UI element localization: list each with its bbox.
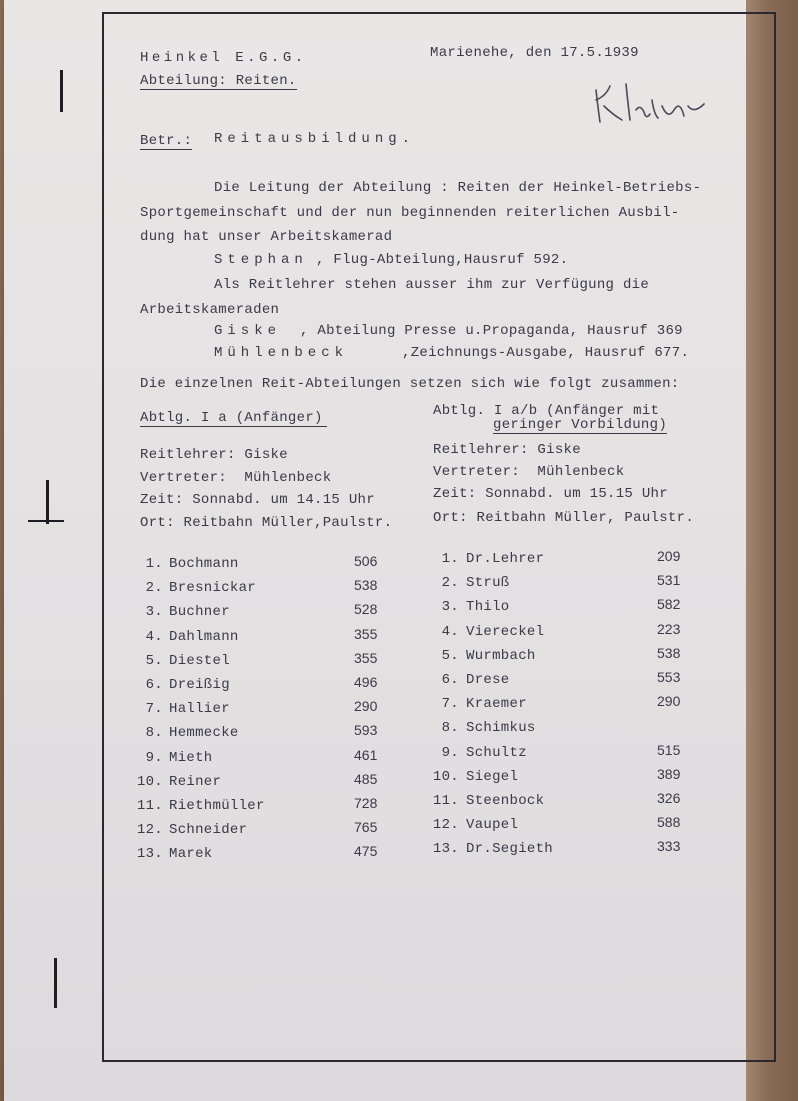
instructor-name-muehlenbeck: Mühlenbeck xyxy=(214,345,349,361)
member-extension: 355 xyxy=(354,649,378,666)
department-label: Abteilung: Reiten. xyxy=(140,73,297,89)
group-right-deputy: Vertreter: Mühlenbeck xyxy=(433,464,625,480)
member-name: Schimkus xyxy=(466,720,536,737)
member-extension: 475 xyxy=(354,843,378,860)
member-number: 5. xyxy=(145,652,163,669)
body-line-3: dung hat unser Arbeitskamerad xyxy=(140,229,393,245)
member-number: 11. xyxy=(432,793,459,809)
member-name: Dahlmann xyxy=(169,628,239,645)
member-extension: 485 xyxy=(354,770,378,787)
member-name: Diestel xyxy=(169,652,230,669)
member-name: Buchner xyxy=(169,604,230,621)
member-name: Wurmbach xyxy=(466,647,536,664)
member-number: 3. xyxy=(441,599,459,616)
member-number: 2. xyxy=(145,580,163,597)
member-extension: 531 xyxy=(657,572,681,589)
body-line-8: ,Zeichnungs-Ausgabe, Hausruf 677. xyxy=(402,345,690,361)
body-line-7: , Abteilung Presse u.Propaganda, Hausruf 369 xyxy=(300,323,683,339)
subject-title: Reitausbildung. xyxy=(214,131,416,147)
member-number: 13. xyxy=(432,841,459,858)
member-name: Thilo xyxy=(466,599,510,616)
member-extension: 461 xyxy=(354,746,378,763)
member-extension: 333 xyxy=(657,838,681,855)
body-line-2: Sportgemeinschaft und der nun beginnenden reiterlichen Ausbil- xyxy=(140,205,680,221)
signature xyxy=(588,70,718,130)
margin-mark-bottom xyxy=(54,958,57,1008)
group-left-teacher: Reitlehrer: Giske xyxy=(140,447,288,463)
member-extension: 538 xyxy=(354,577,378,594)
group-right-time: Zeit: Sonnabd. um 15.15 Uhr xyxy=(433,486,668,502)
member-number: 6. xyxy=(441,672,459,688)
member-extension: 389 xyxy=(657,765,681,782)
member-extension: 506 xyxy=(354,553,378,569)
place-date: Marienehe, den 17.5.1939 xyxy=(430,45,639,61)
member-name: Reiner xyxy=(169,773,222,790)
member-name: Schneider xyxy=(169,822,248,839)
member-extension: 355 xyxy=(354,625,378,642)
member-extension: 515 xyxy=(657,741,681,758)
group-left-deputy: Vertreter: Mühlenbeck xyxy=(140,470,332,486)
member-number: 13. xyxy=(136,846,163,863)
member-extension: 593 xyxy=(354,722,378,739)
member-number: 6. xyxy=(145,677,163,693)
member-number: 7. xyxy=(145,701,163,718)
member-name: Siegel xyxy=(466,768,519,785)
group-left-place: Ort: Reitbahn Müller,Paulstr. xyxy=(140,515,393,531)
member-number: 9. xyxy=(145,749,163,766)
group-left-heading: Abtlg. I a (Anfänger) xyxy=(140,410,327,427)
member-name: Vaupel xyxy=(466,817,519,834)
body-line-1: Die Leitung der Abteilung : Reiten der Heinkel-Betriebs- xyxy=(214,180,702,196)
margin-mark-top xyxy=(60,70,63,112)
member-name: Viereckel xyxy=(466,623,545,640)
member-number: 12. xyxy=(136,822,163,839)
member-name: Riethmüller xyxy=(169,798,265,814)
group-right-heading-line-1: Abtlg. I a/b (Anfänger mit xyxy=(433,403,660,419)
member-number: 12. xyxy=(432,817,459,834)
member-name: Dr.Segieth xyxy=(466,841,554,858)
company-name: Heinkel E.G.G. xyxy=(140,50,307,66)
body-line-6: Arbeitskameraden xyxy=(140,302,280,318)
subject-label: Betr.: xyxy=(140,133,193,149)
member-number: 7. xyxy=(441,696,459,713)
member-extension: 290 xyxy=(354,698,378,715)
member-extension: 553 xyxy=(657,669,681,685)
body-line-5: Als Reitlehrer stehen ausser ihm zur Verfügung die xyxy=(214,277,650,293)
member-name: Bresnickar xyxy=(169,580,257,597)
member-extension: 326 xyxy=(657,790,681,806)
member-name: Kraemer xyxy=(466,696,527,713)
instructor-name-giske: Giske xyxy=(214,323,282,339)
member-number: 1. xyxy=(441,551,459,567)
member-extension: 538 xyxy=(657,644,681,661)
member-number: 8. xyxy=(441,720,459,737)
body-line-4: , Flug-Abteilung,Hausruf 592. xyxy=(316,252,569,268)
member-name: Drese xyxy=(466,672,510,688)
member-name: Bochmann xyxy=(169,556,239,572)
member-extension: 209 xyxy=(657,548,681,564)
member-name: Mieth xyxy=(169,749,213,766)
margin-mark-cross-horizontal xyxy=(28,520,64,522)
member-extension: 496 xyxy=(354,674,378,690)
member-extension: 290 xyxy=(657,693,681,710)
document-frame xyxy=(102,12,776,1062)
member-number: 5. xyxy=(441,647,459,664)
member-name: Dr.Lehrer xyxy=(466,551,545,567)
group-right-teacher: Reitlehrer: Giske xyxy=(433,442,581,458)
member-number: 1. xyxy=(145,556,163,572)
member-extension: 588 xyxy=(657,814,681,831)
member-name: Struß xyxy=(466,575,510,592)
member-extension: 765 xyxy=(354,819,378,836)
member-extension: 582 xyxy=(657,596,681,613)
member-extension: 223 xyxy=(657,620,681,637)
member-name: Schultz xyxy=(466,744,527,761)
member-number: 2. xyxy=(441,575,459,592)
member-number: 10. xyxy=(136,773,163,790)
member-extension: 528 xyxy=(354,601,378,618)
instructor-name-stephan: Stephan xyxy=(214,252,308,268)
group-left-time: Zeit: Sonnabd. um 14.15 Uhr xyxy=(140,492,375,508)
margin-mark-cross-vertical xyxy=(46,480,49,524)
member-number: 4. xyxy=(441,623,459,640)
member-number: 8. xyxy=(145,725,163,742)
member-number: 4. xyxy=(145,628,163,645)
member-number: 9. xyxy=(441,744,459,761)
group-right-heading-line-2: geringer Vorbildung) xyxy=(493,417,668,433)
member-name: Hallier xyxy=(169,701,230,718)
member-name: Steenbock xyxy=(466,793,545,809)
group-right-place: Ort: Reitbahn Müller, Paulstr. xyxy=(433,510,695,526)
member-name: Dreißig xyxy=(169,677,230,693)
member-extension: 728 xyxy=(354,795,378,811)
body-line-9: Die einzelnen Reit-Abteilungen setzen sich wie folgt zusammen: xyxy=(140,376,680,392)
member-name: Hemmecke xyxy=(169,725,239,742)
member-number: 11. xyxy=(136,798,163,814)
member-number: 10. xyxy=(432,768,459,785)
member-name: Marek xyxy=(169,846,213,863)
member-number: 3. xyxy=(145,604,163,621)
